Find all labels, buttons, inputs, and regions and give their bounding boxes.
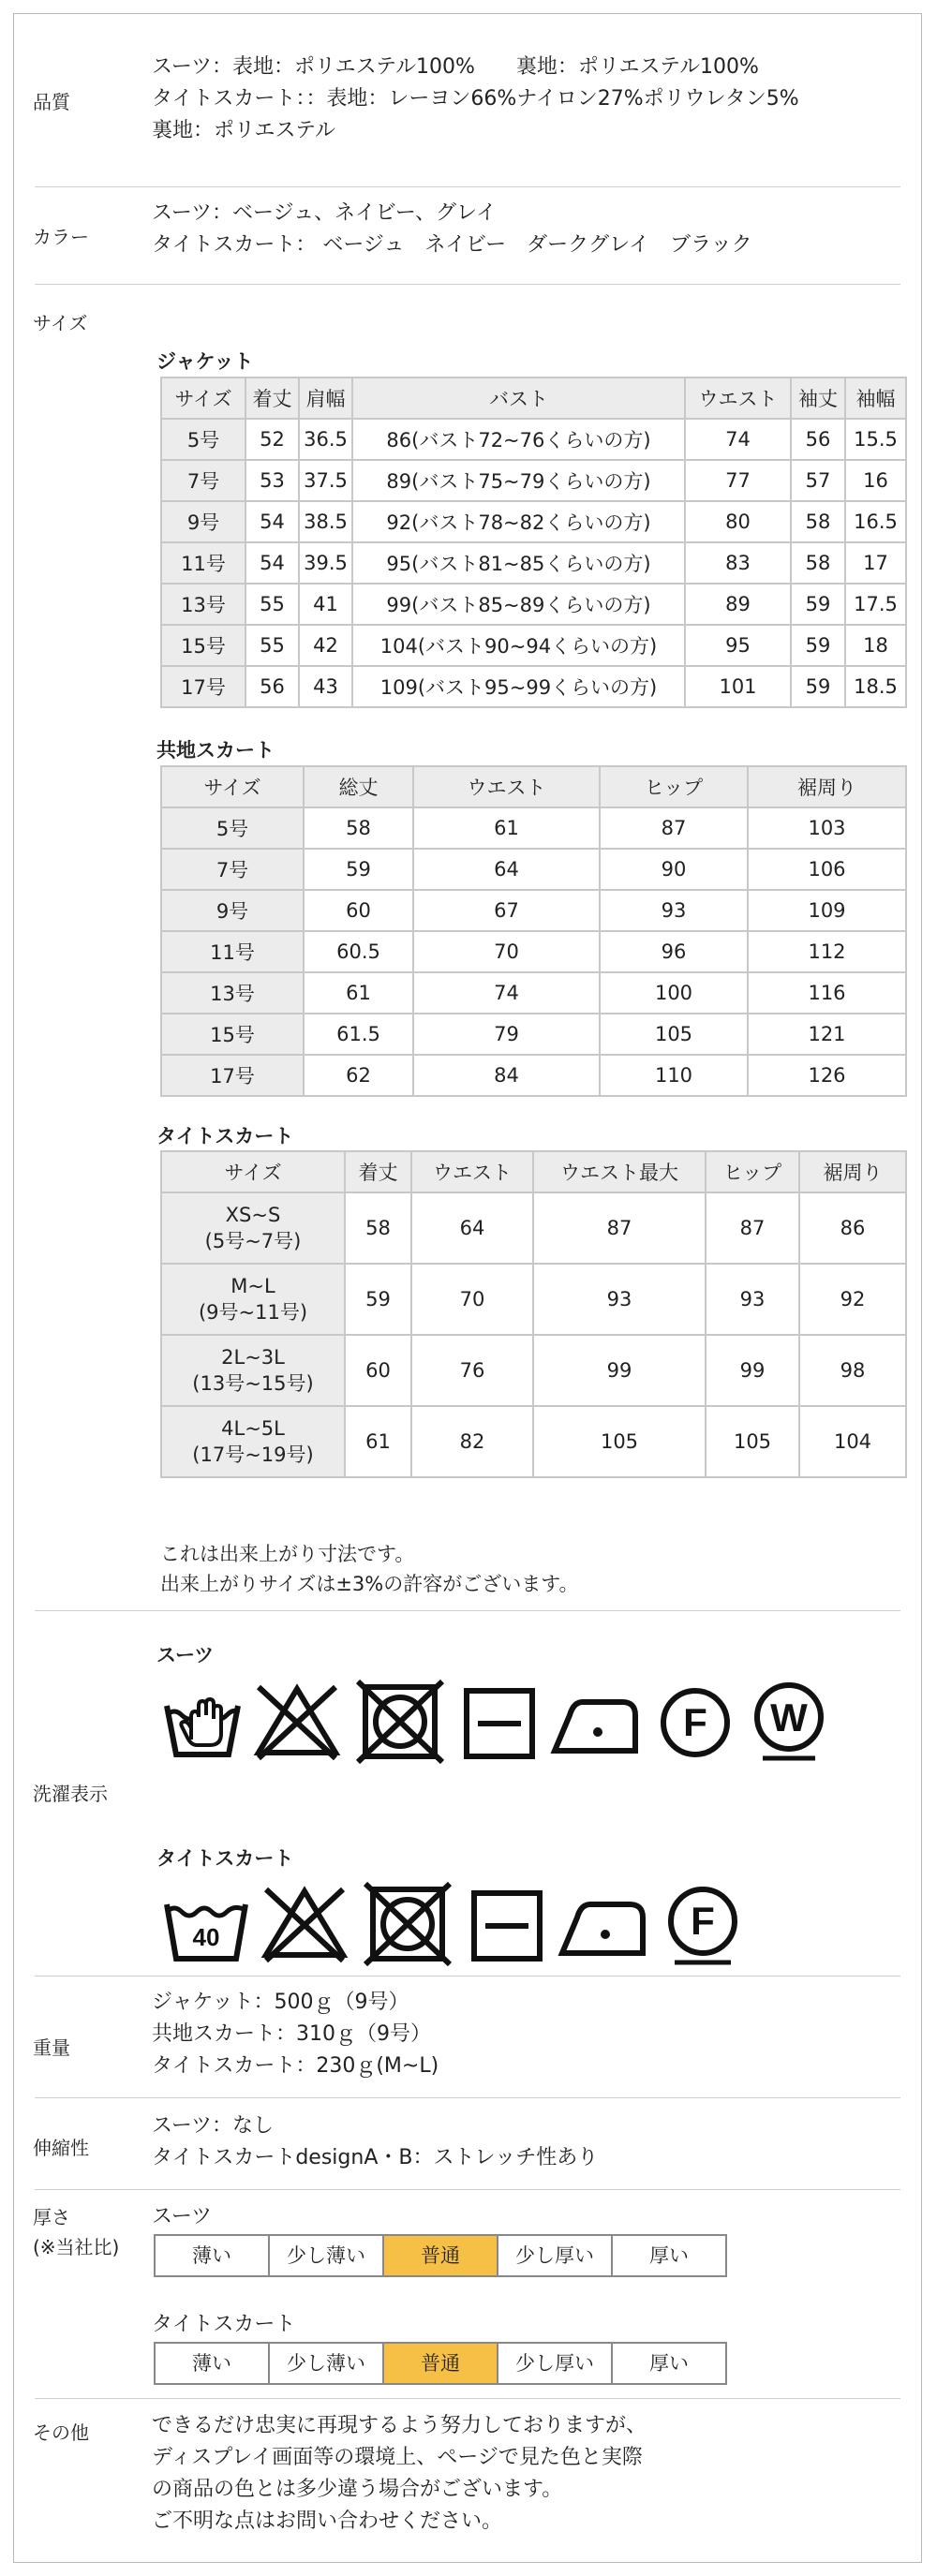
- column-header: 着丈: [345, 1151, 411, 1192]
- thickness-label: 厚さ: [33, 2206, 70, 2228]
- table-row: [161, 931, 906, 972]
- table-row: [161, 1335, 906, 1406]
- measurement-cell: 96: [600, 931, 748, 972]
- measurement-cell: 95(バスト81~85くらいの方): [352, 542, 685, 584]
- size-cell: [161, 1192, 345, 1264]
- thickness-option: 厚い: [613, 2236, 725, 2275]
- measurement-cell: 105: [533, 1406, 706, 1477]
- size-cell: 13号: [161, 584, 245, 625]
- measurement-cell: 70: [411, 1264, 533, 1335]
- other-line: の商品の色とは多少違う場合がございます。: [152, 2478, 563, 2501]
- measurement-cell: 38.5: [299, 501, 352, 542]
- size-cell: [161, 1335, 345, 1406]
- size-cell: 15号: [161, 1014, 304, 1055]
- table-row: [161, 1192, 906, 1264]
- thickness-option: 少し厚い: [498, 2344, 613, 2383]
- column-header: 裾周り: [799, 1151, 906, 1192]
- column-header: 袖丈: [791, 378, 845, 419]
- divider: [35, 2097, 900, 2098]
- other-line: できるだけ忠実に再現するよう努力しておりますが、: [152, 2414, 647, 2437]
- weight-text: [152, 1987, 439, 2082]
- measurement-cell: 41: [299, 584, 352, 625]
- table-row: [161, 890, 906, 931]
- measurement-cell: 98: [799, 1335, 906, 1406]
- measurement-cell: 55: [245, 584, 299, 625]
- wash-40-icon: [159, 1880, 253, 1966]
- measurement-cell: 59: [791, 625, 845, 666]
- size-cell: 13号: [161, 972, 304, 1014]
- weight-line: 共地スカート：310ｇ（9号）: [152, 2022, 431, 2046]
- column-header: サイズ: [161, 1151, 345, 1192]
- measurement-cell: 54: [245, 501, 299, 542]
- column-header: サイズ: [161, 766, 304, 807]
- tight-skirt-title: タイトスカート: [156, 1125, 294, 1147]
- table-row: [161, 460, 906, 501]
- size-note: これは出来上がり寸法です。: [160, 1543, 415, 1565]
- size-cell: 15号: [161, 625, 245, 666]
- measurement-cell: 77: [685, 460, 791, 501]
- stretch-label: 伸縮性: [33, 2137, 89, 2159]
- measurement-cell: 52: [245, 419, 299, 460]
- care-skirt-title: タイトスカート: [156, 1847, 294, 1870]
- column-header: ウエスト最大: [533, 1151, 706, 1192]
- measurement-cell: 106: [748, 849, 906, 890]
- size-cell: 17号: [161, 1055, 304, 1096]
- measurement-cell: 16: [845, 460, 906, 501]
- size-cell: 7号: [161, 849, 304, 890]
- material-text: [152, 52, 799, 147]
- low-iron-icon: [553, 1880, 656, 1966]
- measurement-cell: 109(バスト95~99くらいの方): [352, 666, 685, 707]
- measurement-cell: 103: [748, 807, 906, 849]
- material-label: 品質: [33, 91, 70, 113]
- measurement-cell: 56: [245, 666, 299, 707]
- other-text: [152, 2410, 647, 2538]
- flat-dry-icon: [459, 1880, 553, 1966]
- color-line: スーツ：ベージュ、ネイビー、グレイ: [152, 201, 497, 225]
- table-row: [161, 542, 906, 584]
- measurement-cell: 57: [791, 460, 845, 501]
- column-header: ウエスト: [413, 766, 600, 807]
- size-cell: 7号: [161, 460, 245, 501]
- low-iron-icon: [545, 1678, 648, 1764]
- column-header: 肩幅: [299, 378, 352, 419]
- jacket-size-table: [160, 377, 907, 708]
- dry-clean-letter: F: [683, 1700, 707, 1744]
- product-spec-panel: [13, 13, 922, 2563]
- size-note: 出来上がりサイズは±3%の許容がございます。: [160, 1573, 579, 1595]
- size-cell-line: (17号~19号): [192, 1443, 314, 1466]
- size-cell: 5号: [161, 419, 245, 460]
- measurement-cell: 61: [413, 807, 600, 849]
- table-row: [161, 849, 906, 890]
- measurement-cell: 99(バスト85~89くらいの方): [352, 584, 685, 625]
- measurement-cell: 105: [600, 1014, 748, 1055]
- column-header: 裾周り: [748, 766, 906, 807]
- measurement-cell: 15.5: [845, 419, 906, 460]
- table-header-row: [161, 766, 906, 807]
- measurement-cell: 86: [799, 1192, 906, 1264]
- skirt-size-table: [160, 765, 907, 1097]
- measurement-cell: 116: [748, 972, 906, 1014]
- other-label: その他: [33, 2421, 89, 2444]
- thickness-skirt-title: タイトスカート: [152, 2313, 296, 2336]
- measurement-cell: 100: [600, 972, 748, 1014]
- measurement-cell: 93: [706, 1264, 799, 1335]
- table-row: [161, 1055, 906, 1096]
- column-header: ウエスト: [685, 378, 791, 419]
- measurement-cell: 58: [791, 542, 845, 584]
- no-bleach-icon: [245, 1678, 349, 1764]
- dry-clean-f-icon: [648, 1678, 742, 1764]
- weight-label: 重量: [33, 2036, 70, 2059]
- measurement-cell: 92(バスト78~82くらいの方): [352, 501, 685, 542]
- size-cell-line: (9号~11号): [198, 1301, 308, 1324]
- thickness-option: 少し薄い: [270, 2236, 384, 2275]
- thickness-label-wrap: [33, 2202, 119, 2262]
- size-cell-line: XS~S: [225, 1204, 281, 1226]
- stretch-line: タイトスカートdesignA・B：ストレッチ性あり: [152, 2146, 599, 2169]
- table-row: [161, 807, 906, 849]
- material-line: スーツ：表地：ポリエステル100% 裏地：ポリエステル100%: [152, 55, 759, 79]
- size-cell: 9号: [161, 501, 245, 542]
- thickness-scale-tight-skirt: [154, 2342, 727, 2385]
- thickness-option: 厚い: [613, 2344, 725, 2383]
- thickness-scale-suit: [154, 2234, 727, 2277]
- column-header: バスト: [352, 378, 685, 419]
- measurement-cell: 58: [345, 1192, 411, 1264]
- table-row: [161, 419, 906, 460]
- measurement-cell: 109: [748, 890, 906, 931]
- measurement-cell: 64: [413, 849, 600, 890]
- size-cell: 5号: [161, 807, 304, 849]
- color-line: タイトスカート： ベージュ ネイビー ダークグレイ ブラック: [152, 233, 752, 257]
- table-row: [161, 1406, 906, 1477]
- measurement-cell: 60: [304, 890, 413, 931]
- measurement-cell: 60.5: [304, 931, 413, 972]
- measurement-cell: 95: [685, 625, 791, 666]
- measurement-cell: 17.5: [845, 584, 906, 625]
- measurement-cell: 61: [304, 972, 413, 1014]
- measurement-cell: 37.5: [299, 460, 352, 501]
- material-line: 裏地：ポリエステル: [152, 119, 336, 142]
- measurement-cell: 61: [345, 1406, 411, 1477]
- jacket-title: ジャケット: [156, 350, 254, 373]
- size-cell: 11号: [161, 542, 245, 584]
- measurement-cell: 99: [533, 1335, 706, 1406]
- measurement-cell: 74: [413, 972, 600, 1014]
- skirt-care-icons: [159, 1880, 750, 1966]
- measurement-cell: 112: [748, 931, 906, 972]
- measurement-cell: 56: [791, 419, 845, 460]
- measurement-cell: 90: [600, 849, 748, 890]
- table-header-row: [161, 378, 906, 419]
- measurement-cell: 16.5: [845, 501, 906, 542]
- table-row: [161, 1264, 906, 1335]
- size-cell-line: (5号~7号): [204, 1230, 302, 1252]
- skirt-title: 共地スカート: [156, 739, 275, 762]
- size-cell: 17号: [161, 666, 245, 707]
- suit-care-icons: [159, 1678, 836, 1764]
- care-label: 洗濯表示: [33, 1783, 108, 1805]
- hand-wash-icon: [159, 1678, 245, 1764]
- measurement-cell: 43: [299, 666, 352, 707]
- other-line: ディスプレイ画面等の環境上、ページで見た色と実際: [152, 2446, 643, 2469]
- thickness-option: 普通: [384, 2236, 498, 2275]
- table-row: [161, 1014, 906, 1055]
- table-row: [161, 666, 906, 707]
- measurement-cell: 86(バスト72~76くらいの方): [352, 419, 685, 460]
- thickness-option: 薄い: [156, 2236, 270, 2275]
- no-bleach-icon: [253, 1880, 356, 1966]
- measurement-cell: 80: [685, 501, 791, 542]
- column-header: 総丈: [304, 766, 413, 807]
- measurement-cell: 59: [791, 666, 845, 707]
- other-line: ご不明な点はお問い合わせください。: [152, 2509, 503, 2533]
- measurement-cell: 53: [245, 460, 299, 501]
- measurement-cell: 126: [748, 1055, 906, 1096]
- measurement-cell: 58: [304, 807, 413, 849]
- measurement-cell: 104: [799, 1406, 906, 1477]
- measurement-cell: 82: [411, 1406, 533, 1477]
- size-cell: 9号: [161, 890, 304, 931]
- dry-clean-f-icon: [656, 1880, 750, 1966]
- no-tumble-dry-icon: [349, 1678, 452, 1764]
- wet-clean-w-icon: [742, 1678, 836, 1764]
- measurement-cell: 36.5: [299, 419, 352, 460]
- measurement-cell: 74: [685, 419, 791, 460]
- column-header: サイズ: [161, 378, 245, 419]
- size-cell-line: M~L: [231, 1275, 275, 1297]
- measurement-cell: 84: [413, 1055, 600, 1096]
- flat-dry-icon: [452, 1678, 545, 1764]
- size-cell-line: 2L~3L: [221, 1346, 285, 1369]
- color-label: カラー: [33, 226, 89, 248]
- care-suit-title: スーツ: [156, 1644, 215, 1666]
- no-tumble-dry-icon: [356, 1880, 459, 1966]
- measurement-cell: 99: [706, 1335, 799, 1406]
- measurement-cell: 39.5: [299, 542, 352, 584]
- size-notes: [160, 1539, 579, 1599]
- tight-skirt-size-table: [160, 1150, 907, 1478]
- divider: [35, 2189, 900, 2190]
- column-header: ヒップ: [600, 766, 748, 807]
- measurement-cell: 42: [299, 625, 352, 666]
- wash-temp: 40: [192, 1923, 220, 1951]
- thickness-option: 普通: [384, 2344, 498, 2383]
- table-row: [161, 625, 906, 666]
- column-header: ヒップ: [706, 1151, 799, 1192]
- size-cell: [161, 1406, 345, 1477]
- measurement-cell: 92: [799, 1264, 906, 1335]
- measurement-cell: 110: [600, 1055, 748, 1096]
- table-row: [161, 972, 906, 1014]
- weight-line: ジャケット：500ｇ（9号）: [152, 1991, 409, 2014]
- measurement-cell: 18.5: [845, 666, 906, 707]
- measurement-cell: 59: [345, 1264, 411, 1335]
- stretch-line: スーツ：なし: [152, 2114, 275, 2138]
- measurement-cell: 104(バスト90~94くらいの方): [352, 625, 685, 666]
- divider: [35, 186, 900, 187]
- size-cell-line: 4L~5L: [221, 1417, 285, 1440]
- divider: [35, 2398, 900, 2399]
- thickness-option: 少し薄い: [270, 2344, 384, 2383]
- measurement-cell: 59: [304, 849, 413, 890]
- measurement-cell: 54: [245, 542, 299, 584]
- measurement-cell: 58: [791, 501, 845, 542]
- color-text: [152, 198, 752, 261]
- thickness-option: 少し厚い: [498, 2236, 613, 2275]
- measurement-cell: 87: [706, 1192, 799, 1264]
- measurement-cell: 83: [685, 542, 791, 584]
- table-row: [161, 584, 906, 625]
- measurement-cell: 60: [345, 1335, 411, 1406]
- measurement-cell: 89: [685, 584, 791, 625]
- divider: [35, 1610, 900, 1611]
- column-header: 袖幅: [845, 378, 906, 419]
- measurement-cell: 79: [413, 1014, 600, 1055]
- measurement-cell: 67: [413, 890, 600, 931]
- measurement-cell: 64: [411, 1192, 533, 1264]
- measurement-cell: 93: [533, 1264, 706, 1335]
- measurement-cell: 121: [748, 1014, 906, 1055]
- size-cell-line: (13号~15号): [192, 1372, 314, 1395]
- dry-clean-letter: F: [691, 1899, 715, 1943]
- measurement-cell: 101: [685, 666, 791, 707]
- measurement-cell: 17: [845, 542, 906, 584]
- table-row: [161, 501, 906, 542]
- measurement-cell: 62: [304, 1055, 413, 1096]
- size-label: サイズ: [33, 312, 88, 334]
- measurement-cell: 70: [413, 931, 600, 972]
- column-header: ウエスト: [411, 1151, 533, 1192]
- thickness-label-note: (※当社比): [33, 2236, 120, 2258]
- measurement-cell: 55: [245, 625, 299, 666]
- measurement-cell: 87: [600, 807, 748, 849]
- thickness-suit-title: スーツ: [152, 2205, 213, 2228]
- measurement-cell: 18: [845, 625, 906, 666]
- divider: [35, 284, 900, 285]
- column-header: 着丈: [245, 378, 299, 419]
- measurement-cell: 105: [706, 1406, 799, 1477]
- weight-line: タイトスカート：230ｇ(M~L): [152, 2054, 439, 2078]
- table-header-row: [161, 1151, 906, 1192]
- size-cell: [161, 1264, 345, 1335]
- wet-clean-letter: W: [770, 1695, 808, 1740]
- material-line: タイトスカート：：表地：レーヨン66%ナイロン27%ポリウレタン5%: [152, 87, 799, 111]
- measurement-cell: 89(バスト75~79くらいの方): [352, 460, 685, 501]
- measurement-cell: 59: [791, 584, 845, 625]
- measurement-cell: 61.5: [304, 1014, 413, 1055]
- stretch-text: [152, 2110, 598, 2174]
- thickness-option: 薄い: [156, 2344, 270, 2383]
- measurement-cell: 93: [600, 890, 748, 931]
- measurement-cell: 76: [411, 1335, 533, 1406]
- size-cell: 11号: [161, 931, 304, 972]
- measurement-cell: 87: [533, 1192, 706, 1264]
